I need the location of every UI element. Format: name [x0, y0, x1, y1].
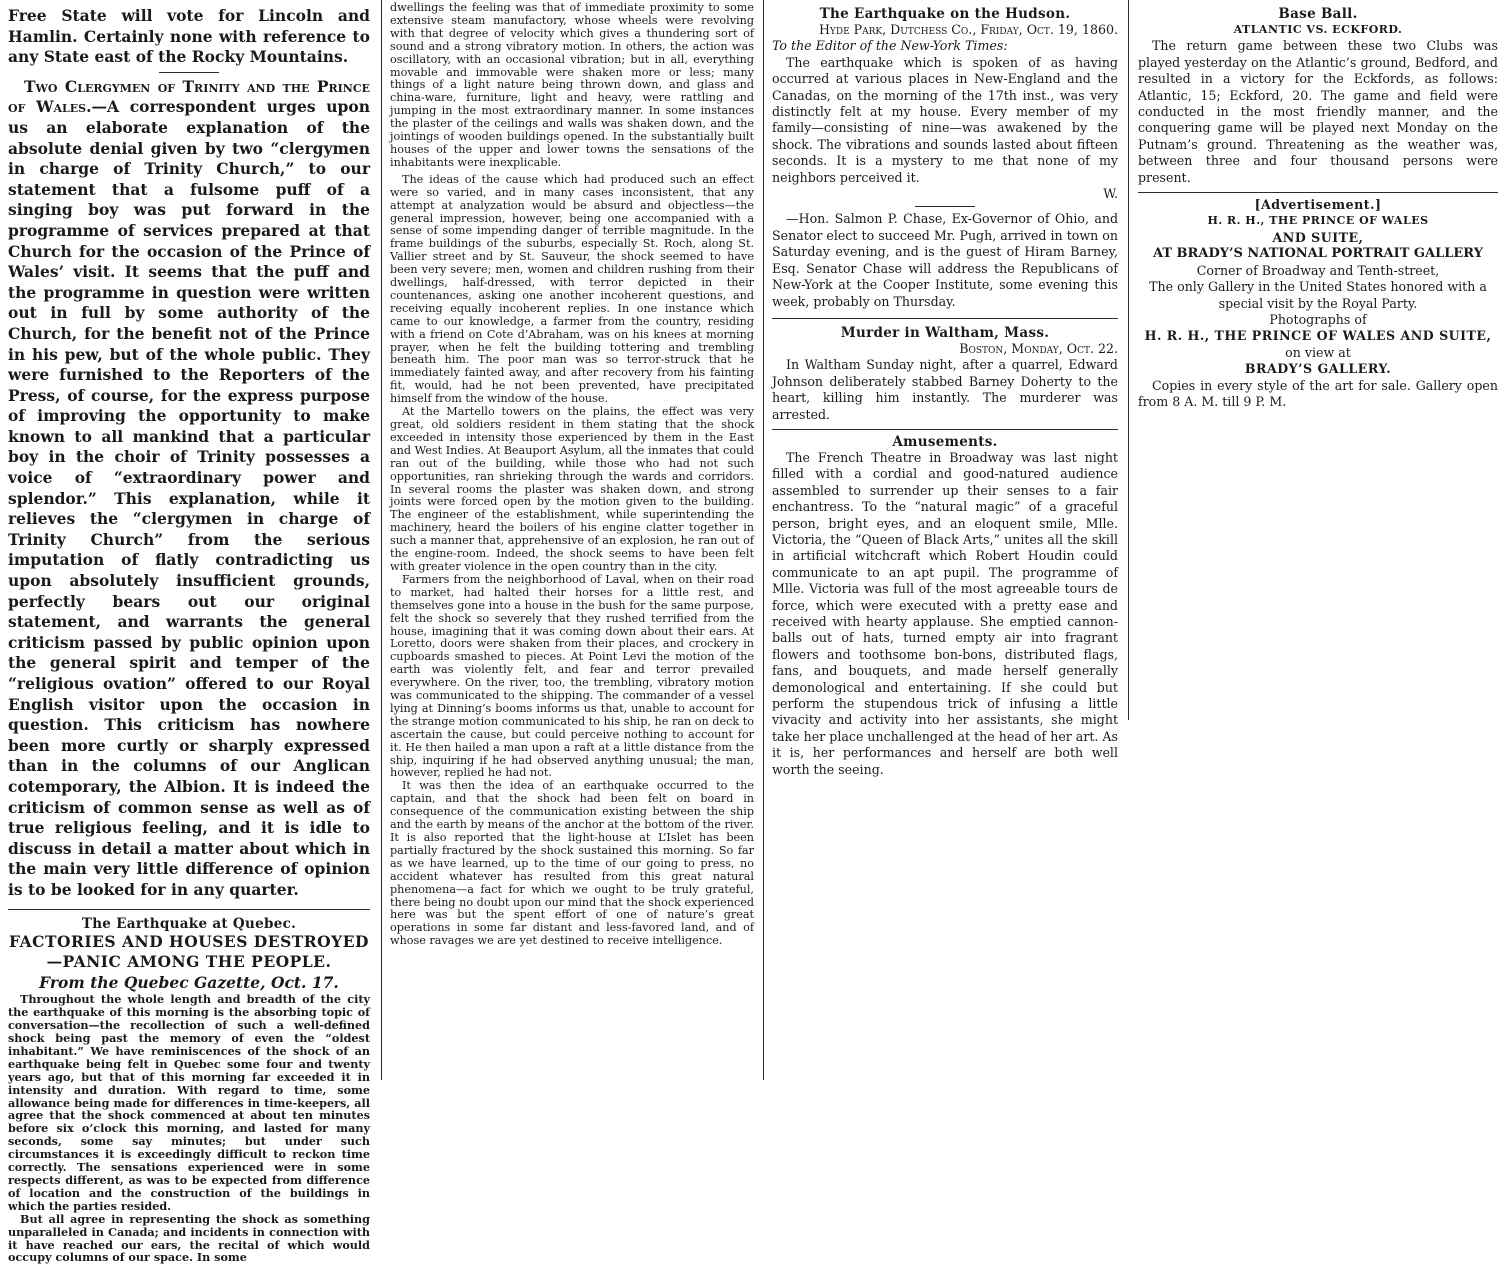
clergymen-article — [8, 77, 370, 901]
advert-line: H. R. H., THE PRINCE OF WALES — [1207, 214, 1429, 228]
clergymen-body: —A correspondent urges upon us an elaborate explanation of the absolute denial given by two “clergymen in charge of Trinity Church,” to our statement that a fulsome puff of a singing boy was put forward in the programme of services prepared at that Church for the occasion of the Prince of Wales’ visit. It seems that the puff and the programme in question were written out in full by some authority of the Church, for the benefit not of the Prince in his pew, but of the whole public. They were furnished to the Reporters of the Press, of course, for the express purpose of improving the opportunity to make known to all mankind that a particular boy in the choir of Trinity possesses a voice of “extraordinary power and splendor.” This explanation, while it relieves the “clergymen in charge of Trinity Church” from the serious imputation of flatly contradicting us upon absolutely insufficient grounds, perfectly bears out our original statement, and warrants the general criticism passed by public opinion upon the general spirit and temper of the “religious ovation” offered to our Royal English visitor upon the occasion in question. This criticism has nowhere been more curtly or sharply expressed than in the columns of our Anglican cotemporary, the Albion. It is indeed the criticism of common sense as well as of true religious feeling, and it is idle to discuss in detail a matter about which in the main very little difference of opinion is to be looked for in any quarter. — [8, 97, 370, 899]
waltham-body: In Waltham Sunday night, after a quarrel, Edward Johnson deliberately stabbed Barney Doherty to the heart, killing him instantly. The murderer was arrested. — [772, 357, 1118, 422]
baseball-article — [1138, 6, 1498, 186]
separator — [1138, 192, 1498, 193]
clergymen-heading: Two Clergymen of Trinity and the Prince of Wales. — [8, 76, 370, 117]
quebec-continued-paragraph: The ideas of the cause which had produced such an effect were so varied, and in many cases inconsistent, that any attempt at analyzation would be absurd and objectless—the general impression, however, being one accompanied with a sense of some impending danger of terrible magnitude. In the frame buildings of the suburbs, especially St. Roch, along St. Vallier street and by St. Sauveur, the shock seemed to have been very severe; men, women and children rushing from their dwellings, half-dressed, with terror depicted in their countenances, asking one another incoherent questions, and receiving equally incoherent replies. In one instance which came to our knowledge, a farmer from the country, residing with a friend on Cote d’Abraham, was on his knees at morning prayer, when he felt the building tottering and trembling beneath him. The poor man was so terror-struck that he immediately fainted away, and after recovery from his fainting fit, would, had he not been prevented, have precipitated himself from the window of the house. — [390, 172, 754, 406]
advert-line: The only Gallery in the United States honored with a special visit by the Royal Party. — [1149, 279, 1487, 311]
hudson-body: The earthquake which is spoken of as having occurred at various places in New-England and the Canadas, on the morning of the 17th inst., was very distinctly felt at my house. Every member of my family—consisting of nine—was awakened by the shock. The vibrations and sounds lasted about fifteen seconds. It is a mystery to me that none of my neighbors perceived it. — [772, 54, 1118, 185]
quebec-subtitle: FACTORIES AND HOUSES DESTROYED—PANIC AMONG THE PEOPLE. — [8, 931, 369, 972]
quebec-source: From the Quebec Gazette, Oct. 17. — [39, 972, 339, 992]
column-3 — [772, 0, 1118, 1080]
amusements-body: The French Theatre in Broadway was last night filled with a cordial and good-natured audience assembled to surrender up their senses to a fair enchantress. To the “natural magic” of a graceful person, bright eyes, and an eloquent smile, Mlle. Victoria, the “Queen of Black Arts,” unites all the skill in artificial witchcraft which Robert Houdin could communicate to an apt pupil. The programme of Mlle. Victoria was full of the most agreeable tours de force, which were executed with a pretty ease and received with hearty applause. She emptied cannon-balls out of hats, turned empty air into fragrant flowers and toothsome bon-bons, distributed flags, fans, and bouquets, and made herself generally demonological and entertaining. If she could but perform the stupendous trick of infusing a little vivacity and activity into her assistants, she might take her place unchallenged at the head of her art. As it is, her performances and herself are both well worth the seeing. — [772, 449, 1118, 777]
chase-notice: —Hon. Salmon P. Chase, Ex-Governor of Ohio, and Senator elect to succeed Mr. Pugh, arrived in town on Saturday evening, and is the guest of Hiram Barney, Esq. Senator Chase will address the Republicans of New-York at the Cooper Institute, some evening this week, probably on Thursday. — [772, 211, 1118, 309]
baseball-subtitle: ATLANTIC VS. ECKFORD. — [1233, 23, 1403, 36]
advert-line: Corner of Broadway and Tenth-street, — [1196, 262, 1440, 278]
separator — [8, 909, 370, 910]
baseball-body: The return game between these two Clubs was played yesterday on the Atlantic’s ground, Bedford, and resulted in a victory for the Eckfords, as follows: Atlantic, 15; Eckford, 20. The game and field were conducted in the most friendly manner, and the conquering game will be played next Monday on the Putnam’s ground. Threatening as the weather was, between three and four thousand persons were present. — [1138, 38, 1498, 185]
hudson-title: The Earthquake on the Hudson. — [819, 6, 1071, 22]
waltham-title: Murder in Waltham, Mass. — [840, 324, 1050, 341]
advert-line: Copies in every style of the art for sale. Gallery open from 8 A. M. till 9 P. M. — [1138, 377, 1498, 409]
quebec-continued-paragraph: dwellings the feeling was that of immediate proximity to some extensive steam manufactory, whose wheels were revolving with that degree of velocity which gives a thundering sort of sound and a strong vibratory motion. In others, the action was oscillatory, with an occasional vibration; but in all, everything movable and immovable were shaken more or less; many things of a light nature being thrown down, and glass and china-ware, furniture, light and heavy, were rattling and jumping in the most extraordinary manner. In some instances the plaster of the ceilings and walls was shaken down, and the jointings of wooden buildings opened. In the substantially built houses of the upper and lower towns the sensations of the inhabitants were inexplicable. — [390, 1, 754, 169]
separator — [915, 206, 975, 207]
brady-advertisement — [1138, 197, 1498, 410]
quebec-continued-paragraph: Farmers from the neighborhood of Laval, when on their road to market, had halted their horses for a little rest, and themselves gone into a house in the bush for the same purpose, felt the shock so severely that they rushed terrified from the house, imagining that it was coming down about their ears. At Loretto, doors were shaken from their places, and crockery in cupboards smashed to pieces. At Point Levi the motion of the earth was violently felt, and fear and terror prevailed everywhere. On the river, too, the trembling, vibratory motion was communicated to the shipping. The commander of a vessel lying at Dinning’s booms informs us that, unable to account for the strange motion communicated to his ship, he ran on deck to ascertain the cause, but could perceive nothing to account for it. He then hailed a man upon a raft at a little distance from the ship, inquiring if he had observed anything unusual; the man, however, replied he had not. — [390, 572, 754, 780]
hudson-article — [772, 6, 1118, 202]
hudson-to-editor: To the Editor of the New-York Times: — [772, 38, 1008, 54]
amusements-title: Amusements. — [892, 433, 998, 450]
advert-line: BRADY’S GALLERY. — [1244, 361, 1392, 377]
column-4 — [1138, 0, 1498, 409]
amusements-article — [772, 434, 1118, 778]
advert-line: Photographs of — [1269, 311, 1367, 327]
separator — [772, 318, 1118, 319]
quebec-continued-paragraph: It was then the idea of an earthquake occurred to the captain, and that the shock had been felt on board in consequence of the communication existing between the ship and the earth by means of the anchor at the bottom of the river. It is also reported that the light-house at L’Islet has been partially fractured by the shock sustained this morning. So far as we have learned, up to the time of our going to press, no accident whatever has resulted from this great natural phenomena—a fact for which we ought to be truly grateful, there being no doubt upon our mind that the shock experienced here was but the spent effort of one of nature’s great operations in some far distant and less-favored land, and of whose ravages we are yet destined to receive intelligence. — [390, 779, 754, 948]
column-rule — [763, 0, 764, 1080]
separator — [159, 72, 219, 73]
column-rule — [1128, 0, 1129, 720]
hudson-dateline: Hyde Park, Dutchess Co., Friday, Oct. 19, 1860. — [818, 22, 1118, 37]
advert-headline: AT BRADY’S NATIONAL PORTRAIT GALLERY — [1152, 246, 1483, 262]
baseball-title: Base Ball. — [1278, 6, 1358, 22]
column-1 — [8, 0, 370, 1264]
lincoln-lead: Free State will vote for Lincoln and Hamlin. Certainly none with reference to any State east of the Rocky Mountains. — [8, 6, 370, 67]
quebec-paragraph: Throughout the whole length and breadth of the city the earthquake of this morning is the absorbing topic of conversation—the recollection of such a well-defined shock being past the memory of even the “oldest inhabitant.” We have reminiscences of the shock of an earthquake being felt in Quebec some four and twenty years ago, but that of this morning far exceeded it in intensity and duration. With regard to time, some allowance being made for differences in time-keepers, all agree that the shock commenced at about ten minutes before six o’clock this morning, and lasted for many seconds, some say minutes; but under such circumstances it is exceedingly difficult to reckon time correctly. The sensations experienced were in some respects different, as was to be expected from difference of location and the construction of the buildings in which the parties resided. — [8, 992, 370, 1213]
column-2 — [390, 0, 754, 1076]
waltham-article — [772, 325, 1118, 423]
quebec-article — [8, 916, 370, 1264]
column-rule — [381, 0, 382, 1080]
advert-line: H. R. H., THE PRINCE OF WALES AND SUITE, — [1144, 328, 1492, 344]
advert-label: [Advertisement.] — [1254, 197, 1382, 213]
quebec-continued-paragraph: At the Martello towers on the plains, the effect was very great, old soldiers resident in them stating that the shock exceeded in intensity those experienced by them in the East and West Indies. At Beauport Asylum, all the inmates that could ran out of the building, while those who had not such opportunities, ran shrieking through the wards and corridors. In several rooms the plaster was shaken down, and strong joints were forced open by the motion given to the building. The engineer of the establishment, while superintending the machinery, heard the boilers of his engine clatter together in such a manner that, apprehensive of an explosion, he ran out of the engine-room. Indeed, the shock seems to have been felt with greater violence in the open country than in the city. — [390, 405, 754, 573]
advert-line: on view at — [1285, 344, 1351, 360]
quebec-paragraph: But all agree in representing the shock as something unparalleled in Canada; and incidents in connection with it have reached our ears, the recital of which would occupy columns of our space. In some — [8, 1211, 370, 1264]
separator — [772, 429, 1118, 430]
advert-line: AND SUITE, — [1272, 229, 1364, 245]
waltham-dateline: Boston, Monday, Oct. 22. — [959, 340, 1118, 356]
quebec-title: The Earthquake at Quebec. — [81, 915, 297, 932]
hudson-signature: W. — [1103, 186, 1118, 202]
